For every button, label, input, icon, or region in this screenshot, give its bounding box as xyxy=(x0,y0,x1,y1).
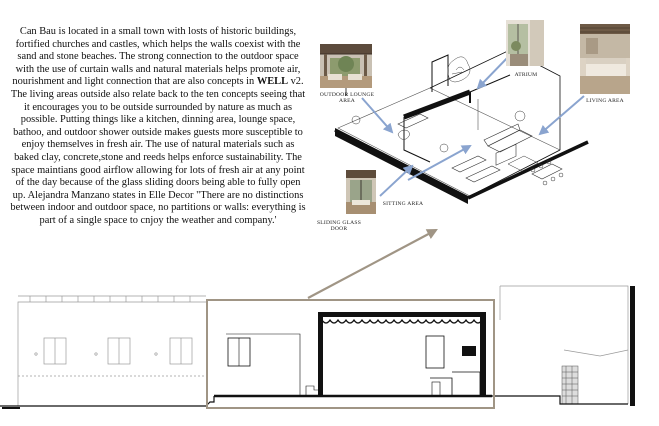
section-elevation xyxy=(0,286,635,408)
photo-outdoor-lounge xyxy=(320,44,372,88)
description-text-2: v2. The living areas outside also relate back to the ten concepts seeing that it encourages you to be outside surrounded by nature as much as possible. Putting things like a kitchen, dinning area, lounge space, bathoo, and outdoor shower outside makes guests more susceptible to enjoy themselves in fresh air. The use of natural materials such as baked clay, concrete,stone and reeds helps enforce sustainability. The space maintians good airflow allowing for lots of fresh air at any point of the day because of the glass sliding doors being able to fully open up. Alejandra Manzano states in Elle Decor "There are no distinctions between indoor and outdoor space, no partitions or walls: everything is part of a single space to cnjoy the weather and company.' xyxy=(10,76,306,226)
photo-living-area-icon xyxy=(580,24,630,94)
arrow-sitting-area xyxy=(408,146,470,180)
photo-sliding-door-icon xyxy=(346,170,376,214)
label-atrium: ATRIUM xyxy=(514,72,538,78)
photo-living-area xyxy=(580,24,630,94)
stone-wall xyxy=(562,366,578,404)
label-living-area: LIVING AREA xyxy=(586,98,624,104)
description-text-1: Can Bau is located in a small town with losts of historic buildings, fortified churches and castles, which helps the walls coexist with the sand and stone beaches. The strong connection to the outdoor space with the use of curtain walls and natural materials helps promote air, nourishment and light connection that are also concepts in xyxy=(12,26,301,88)
arrow-sliding-door xyxy=(380,166,412,196)
neighbour-left xyxy=(18,296,206,406)
photo-atrium-icon xyxy=(506,20,544,66)
house-section xyxy=(214,312,492,396)
link-arrow xyxy=(308,230,436,298)
photo-sliding-door xyxy=(346,170,376,214)
description-highlight: WELL xyxy=(256,76,288,88)
label-sliding-door: SLIDING GLASS DOOR xyxy=(316,220,362,233)
label-outdoor-lounge: OUTDOOR LOUNGE AREA xyxy=(319,92,375,105)
photo-outdoor-lounge-icon xyxy=(320,44,372,88)
label-sitting-area: SITTING AREA xyxy=(382,201,424,207)
photo-atrium xyxy=(506,20,544,66)
